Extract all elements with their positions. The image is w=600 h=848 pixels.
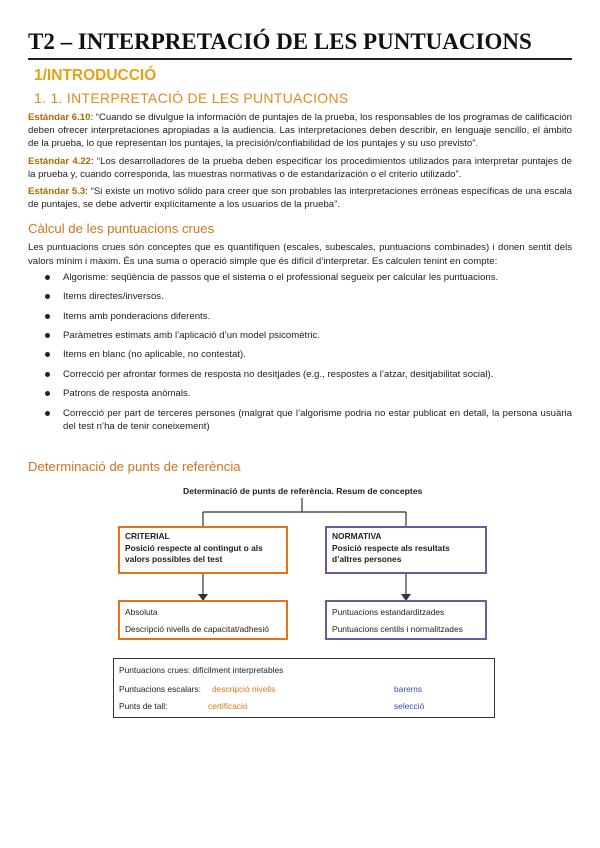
- list-item: [28, 290, 572, 303]
- list-item: [28, 387, 572, 400]
- list-item-text: Items amb ponderacions diferents.: [63, 310, 211, 322]
- standard-text: : “Si existe un motivo sólido para creer que son probables las interpretaciones erróneas específicas de una escala de puntajes, se debe advertir explícitamente a los usuarios de la prueba”.: [28, 186, 572, 211]
- list-item: [28, 271, 572, 284]
- list-item-text: Correcció per part de terceres persones (malgrat que l’algorisme podria no estar publicat en detall, la persona usuària del test n’ha de tenir coneixement): [63, 407, 572, 432]
- bullet-icon: [45, 391, 50, 396]
- summary-row-escalars-orange: descripció nivells: [212, 684, 276, 694]
- standard-paragraph: [28, 185, 572, 211]
- standard-label: Estándar 5.3: [28, 186, 86, 198]
- bullet-icon: [45, 314, 50, 319]
- calcul-list: [28, 271, 572, 433]
- list-item-text: Patrons de resposta anòmals.: [63, 388, 191, 400]
- estandard-line1: Puntuacions estandarditzades: [332, 607, 445, 617]
- bullet-icon: [45, 411, 50, 416]
- list-item: [28, 348, 572, 361]
- standard-text: : “Los desarrolladores de la prueba deben especificar los procedimientos utilizados para interpretar puntajes de la prueba y, cuando corresponda, las muestras normativas o de estandarización o el criterio utilizado”.: [28, 155, 572, 180]
- criterial-head: CRITERIAL: [125, 531, 170, 541]
- list-item: [28, 407, 572, 433]
- list-item-text: Items directes/inversos.: [63, 291, 164, 303]
- page-title: T2 – INTERPRETACIÓ DE LES PUNTUACIONS: [28, 28, 572, 60]
- standard-paragraph: [28, 155, 572, 181]
- list-item: [28, 310, 572, 323]
- list-item-text: Items en blanc (no aplicable, no contestat).: [63, 349, 246, 361]
- absoluta-line1: Absoluta: [125, 607, 158, 617]
- bullet-icon: [45, 294, 50, 299]
- section-heading-introduccio: 1/INTRODUCCIÓ: [34, 67, 157, 84]
- normativa-text: Posició respecte als resultats d’altres persones: [332, 542, 450, 564]
- summary-row-tall-label: Punts de tall:: [119, 701, 168, 711]
- standard-label: Estándar 6.10: [28, 112, 91, 123]
- bullet-icon: [45, 333, 50, 338]
- summary-row-tall-blue: selecció: [394, 701, 425, 711]
- calcul-heading: Càlcul de les puntuacions crues: [28, 221, 215, 237]
- criterial-box: [118, 526, 288, 574]
- bullet-icon: [45, 275, 50, 280]
- estandard-box: [325, 600, 487, 640]
- list-item: [28, 368, 572, 381]
- normativa-head: NORMATIVA: [332, 531, 382, 541]
- absoluta-box: [118, 600, 288, 640]
- normativa-box: [325, 526, 487, 574]
- list-item-text: Paràmetres estimats amb l’aplicació d’un model psicomètric.: [63, 330, 320, 341]
- summary-table: [113, 658, 495, 718]
- list-item: [28, 329, 572, 342]
- standard-label: Estándar 4.22: [28, 155, 91, 167]
- estandard-line2: Puntuacions centils i normalitzades: [332, 623, 463, 634]
- subsection-heading: 1. 1. INTERPRETACIÓ DE LES PUNTUACIONS: [34, 90, 349, 106]
- absoluta-line2: Descripció nivells de capacitat/adhesió: [125, 623, 269, 634]
- summary-row-tall-orange: certificació: [208, 701, 248, 711]
- summary-row-escalars-label: Puntuacions escalars:: [119, 684, 201, 694]
- criterial-text: Posició respecte al contingut o als valors possibles del test: [125, 542, 263, 564]
- diagram-title: Determinació de punts de referència. Resum de conceptes: [183, 486, 423, 496]
- summary-row-escalars-blue: barems: [394, 684, 422, 694]
- bullet-icon: [45, 352, 50, 357]
- calcul-intro: Les puntuacions crues són conceptes que es quantifiquen (escales, subescales, puntuacions combinades) i donen sentit dels valors mínim i màxim. És una suma o operació simple que és difícil d’interpretar. Es calculen tenint en compte:: [28, 242, 572, 267]
- bullet-icon: [45, 372, 50, 377]
- determinacio-heading: Determinació de punts de referència: [28, 459, 241, 474]
- summary-row-crues: Puntuacions crues: difícilment interpretables: [119, 665, 284, 675]
- standard-paragraph: [28, 111, 572, 151]
- page: [28, 28, 572, 439]
- list-item-text: Correcció per afrontar formes de resposta no desitjades (e.g., respostes a l’atzar, desitjabilitat social).: [63, 368, 494, 380]
- list-item-text: Algorisme: seqüència de passos que el sistema o el professional segueix per calcular les puntuacions.: [63, 271, 499, 283]
- standard-text: : “Cuando se divulgue la información de puntajes de la prueba, los responsables de los programas de calificación deben ofrecer interpretaciones apropiadas a la audiencia. Las interpretaciones deben describir, en lenguaje sencillo, el ámbito de la prueba, lo que representan los puntajes, la precisión/confiabilidad de los puntajes y su uso previsto”.: [28, 112, 572, 150]
